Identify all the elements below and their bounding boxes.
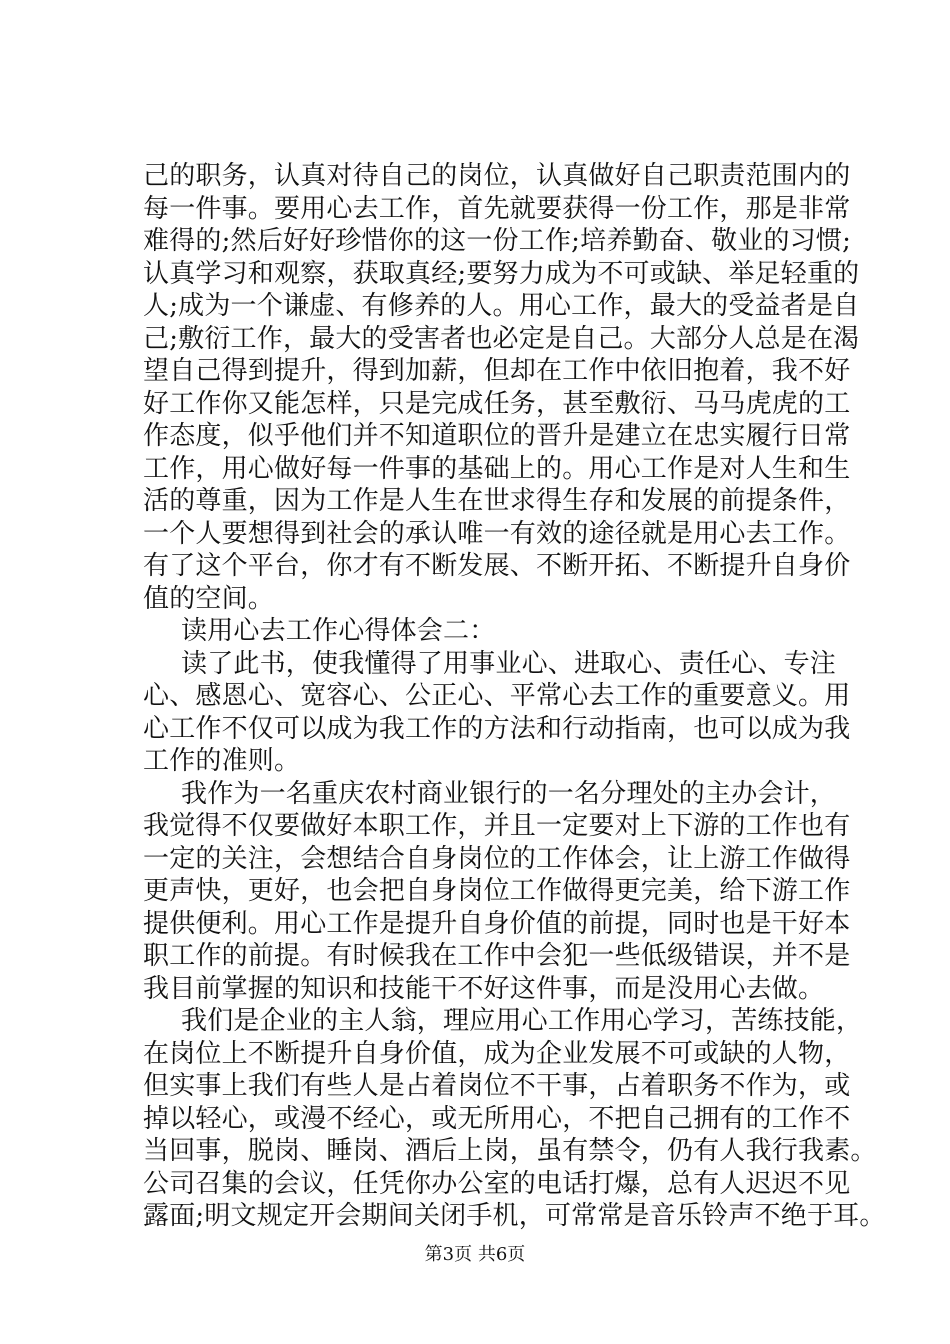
text-line: 当回事，脱岗、睡岗、酒后上岗，虽有禁令，仍有人我行我素。 (143, 1136, 877, 1166)
text-line: 心工作不仅可以成为我工作的方法和行动指南，也可以成为我 (143, 713, 851, 744)
text-line: 职工作的前提。有时候我在工作中会犯一些低级错误，并不是 (143, 941, 851, 971)
text-line: 露面;明文规定开会期间关闭手机，可常常是音乐铃声不绝于耳。 (143, 1201, 886, 1231)
page-number: 第3页 共6页 (424, 1244, 526, 1265)
text-line: 有了这个平台，你才有不断发展、不断开拓、不断提升自身价 (143, 551, 851, 581)
text-line: 己;敷衍工作，最大的受害者也必定是自己。大部分人总是在渴 (143, 323, 860, 354)
page-footer (0, 1244, 950, 1266)
text-line: 活的尊重，因为工作是人生在世求得生存和发展的前提条件， (143, 486, 851, 516)
section-heading: 读用心去工作心得体会二： (181, 616, 496, 646)
text-line: 更声快，更好，也会把自身岗位工作做得更完美，给下游工作 (143, 876, 851, 906)
text-line: 我们是企业的主人翁，理应用心工作用心学习，苦练技能， (181, 1006, 863, 1036)
text-line: 在岗位上不断提升自身价值，成为企业发展不可或缺的人物， (143, 1038, 851, 1069)
text-line: 一个人要想得到社会的承认唯一有效的途径就是用心去工作。 (143, 518, 851, 549)
text-line: 但实事上我们有些人是占着岗位不干事，占着职务不作为，或 (143, 1071, 851, 1101)
text-line: 难得的;然后好好珍惜你的这一份工作;培养勤奋、敬业的习惯; (143, 226, 852, 256)
text-line: 我觉得不仅要做好本职工作，并且一定要对上下游的工作也有 (143, 811, 851, 841)
text-line: 工作，用心做好每一件事的基础上的。用心工作是对人生和生 (143, 453, 851, 484)
text-line: 读了此书，使我懂得了用事业心、进取心、责任心、专注 (181, 648, 837, 679)
text-line: 我目前掌握的知识和技能干不好这件事，而是没用心去做。 (143, 973, 825, 1004)
text-line: 一定的关注，会想结合自身岗位的工作体会，让上游工作做得 (143, 843, 851, 874)
text-line: 掉以轻心，或漫不经心，或无所用心，不把自己拥有的工作不 (143, 1103, 851, 1134)
text-line: 我作为一名重庆农村商业银行的一名分理处的主办会计， (181, 778, 837, 809)
text-line: 认真学习和观察，获取真经;要努力成为不可或缺、举足轻重的 (143, 258, 860, 289)
text-line: 望自己得到提升，得到加薪，但却在工作中依旧抱着，我不好 (143, 356, 851, 386)
text-line: 心、感恩心、宽容心、公正心、平常心去工作的重要意义。用 (143, 681, 851, 711)
text-line: 工作的准则。 (143, 746, 301, 776)
text-line: 好工作你又能怎样，只是完成任务，甚至敷衍、马马虎虎的工 (143, 388, 851, 419)
text-line: 值的空间。 (143, 583, 275, 614)
text-line: 提供便利。用心工作是提升自身价值的前提，同时也是干好本 (143, 908, 851, 939)
body-text (143, 160, 886, 1233)
text-line: 每一件事。要用心去工作，首先就要获得一份工作，那是非常 (143, 193, 851, 224)
text-line: 己的职务，认真对待自己的岗位，认真做好自己职责范围内的 (143, 161, 851, 191)
text-line: 公司召集的会议，任凭你办公室的电话打爆，总有人迟迟不见 (143, 1168, 851, 1199)
text-line: 作态度，似乎他们并不知道职位的晋升是建立在忠实履行日常 (143, 421, 851, 451)
text-line: 人;成为一个谦虚、有修养的人。用心工作，最大的受益者是自 (143, 291, 860, 321)
